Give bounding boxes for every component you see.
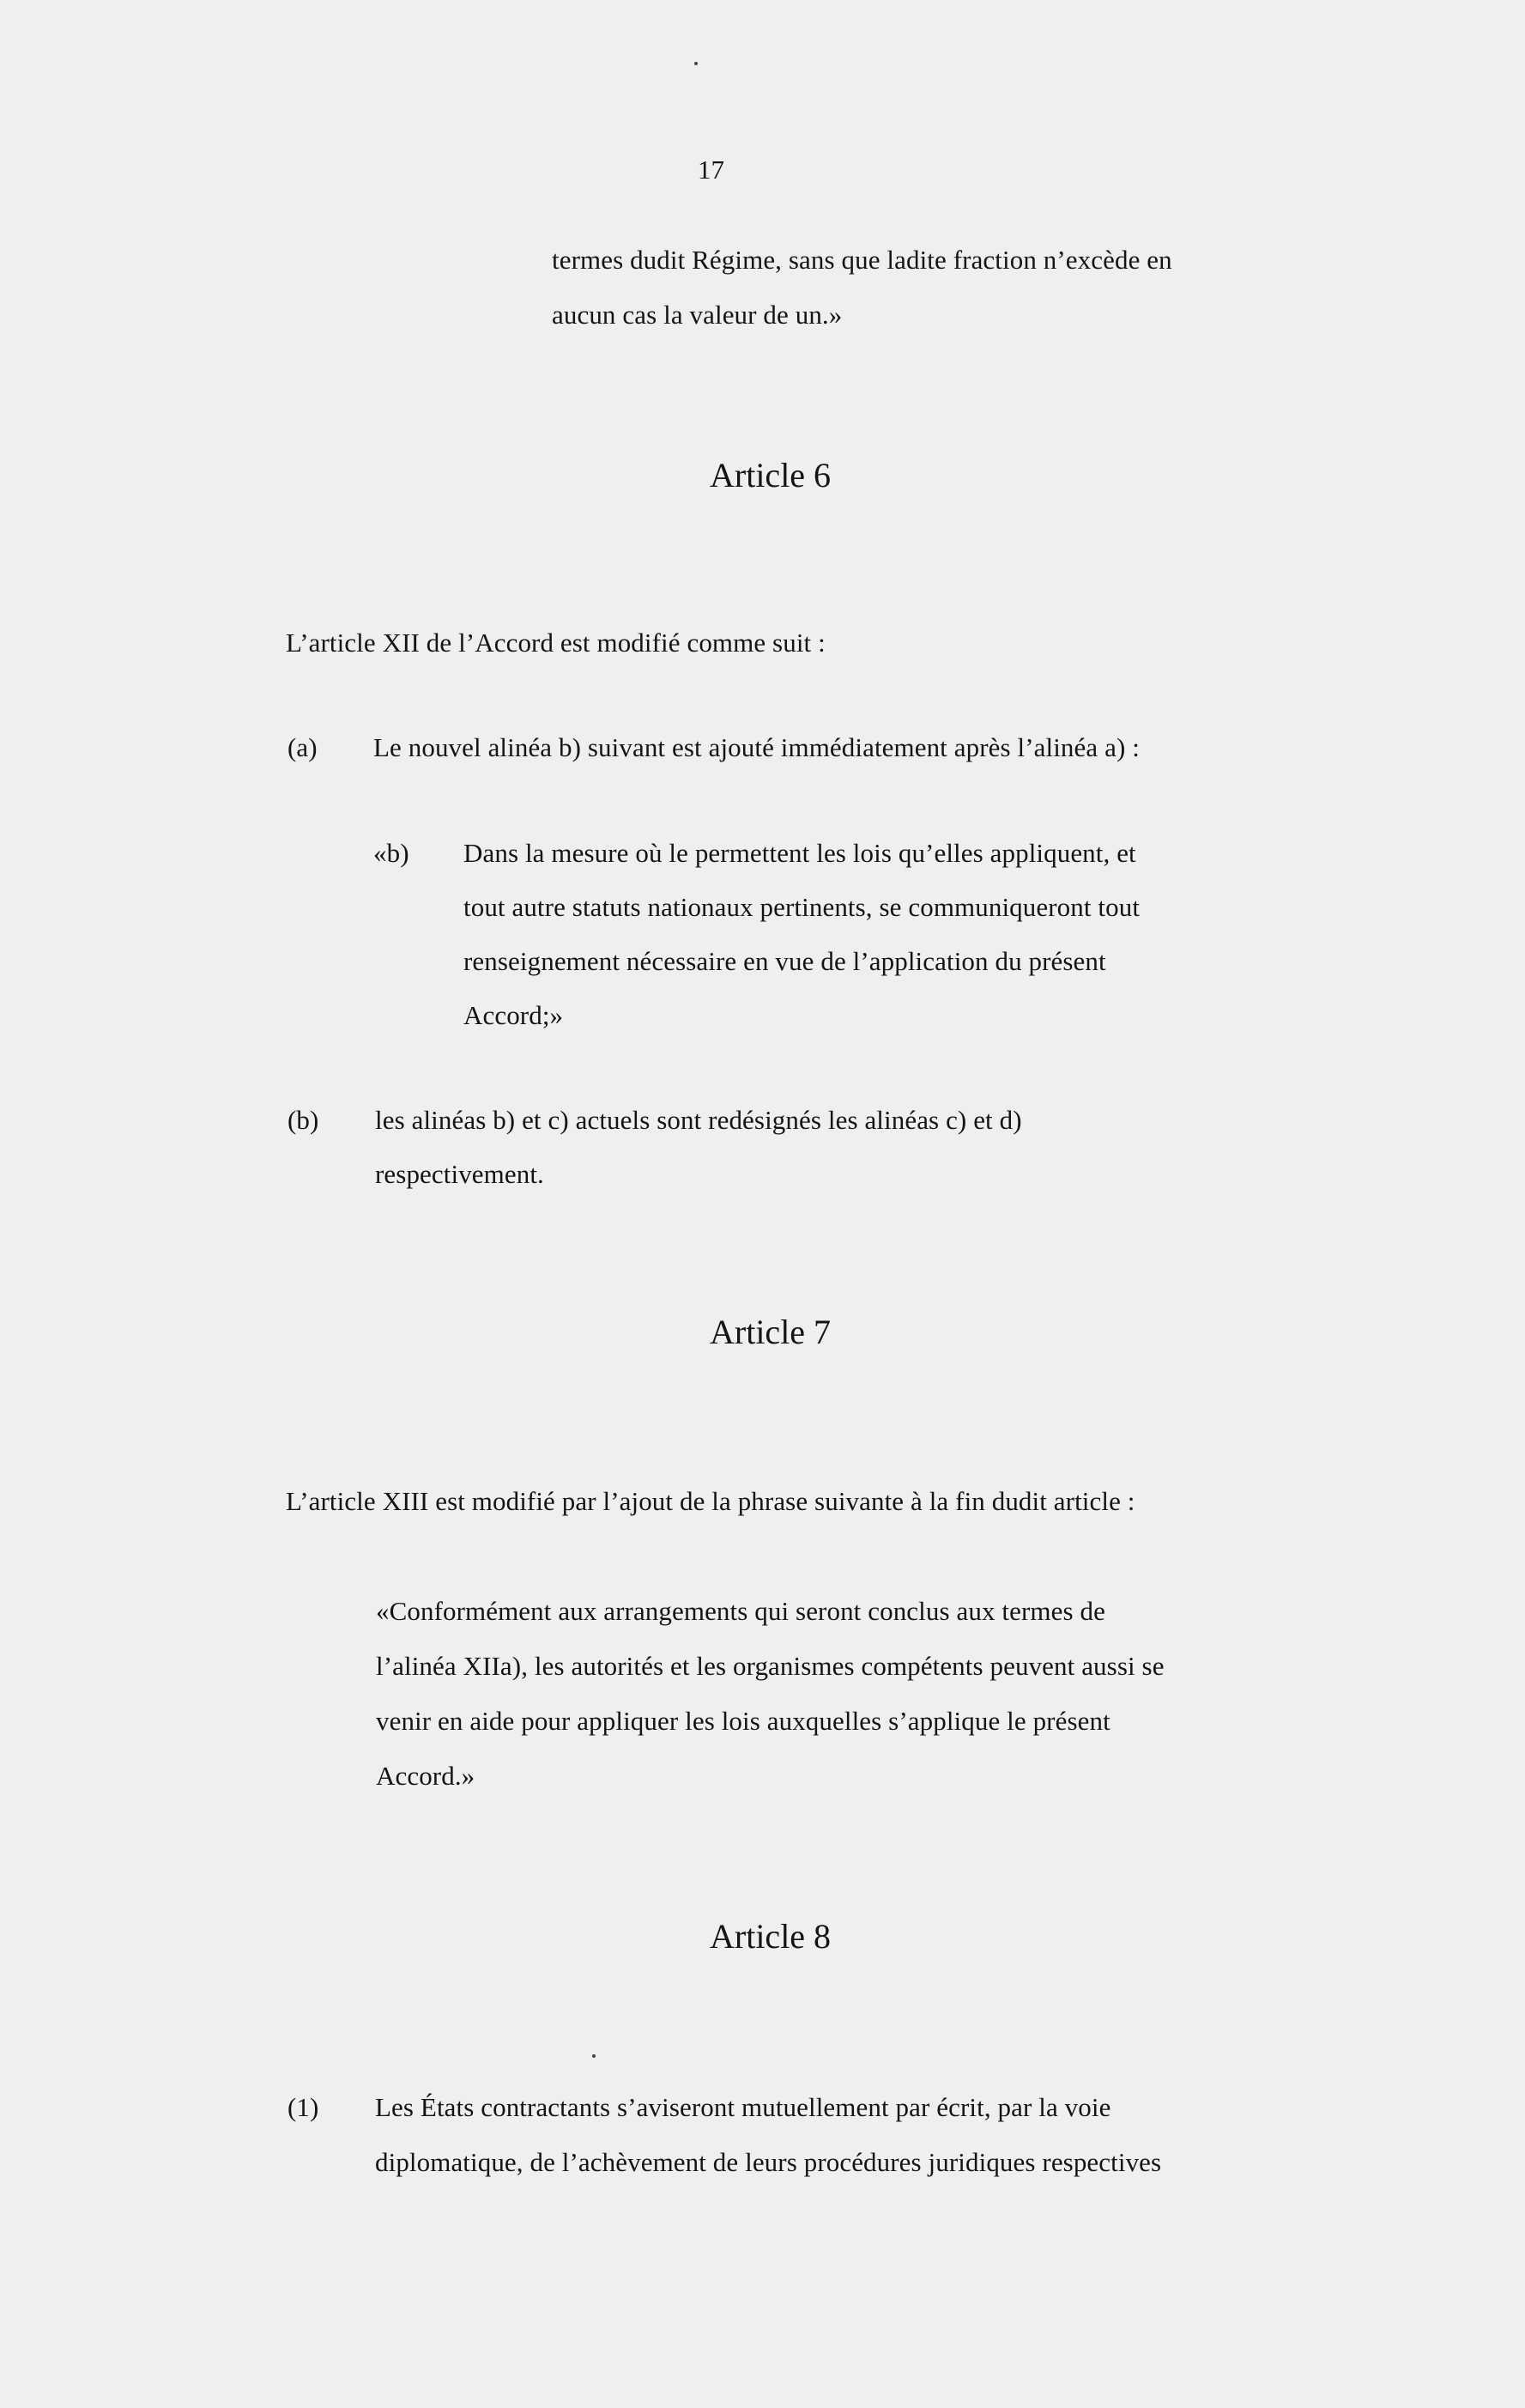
quote-b-line-4: Accord;» xyxy=(463,1000,564,1030)
article-8-heading: Article 8 xyxy=(710,1917,832,1956)
quote-b-line-1: Dans la mesure où le permettent les lois qu’elles appliquent, et xyxy=(463,838,1136,868)
article-6-item-a-text: Le nouvel alinéa b) suivant est ajouté immédiatement après l’alinéa a) : xyxy=(373,732,1140,762)
article-7-heading: Article 7 xyxy=(710,1313,832,1351)
quote-b-line-3: renseignement nécessaire en vue de l’application du présent xyxy=(463,946,1106,976)
article-6-intro: L’article XII de l’Accord est modifié comme suit : xyxy=(286,628,826,658)
article-6-item-b-line-1: les alinéas b) et c) actuels sont redésignés les alinéas c) et d) xyxy=(375,1105,1022,1135)
scan-speck xyxy=(592,2054,596,2058)
scan-speck xyxy=(694,62,698,65)
article-7-quote-line-4: Accord.» xyxy=(376,1761,475,1791)
page-number: 17 xyxy=(698,155,724,185)
continuation-line-1: termes dudit Régime, sans que ladite fraction n’excède en xyxy=(552,245,1172,275)
article-7-intro: L’article XIII est modifié par l’ajout de la phrase suivante à la fin dudit article : xyxy=(286,1486,1135,1516)
article-6-item-b-line-2: respectivement. xyxy=(375,1159,544,1189)
article-8-item-1-label: (1) xyxy=(287,2092,319,2122)
article-6-heading: Article 6 xyxy=(710,456,832,494)
article-7-quote-line-3: venir en aide pour appliquer les lois auxquelles s’applique le présent xyxy=(376,1706,1110,1736)
quote-b-line-2: tout autre statuts nationaux pertinents, se communiqueront tout xyxy=(463,892,1141,922)
article-6-item-b-label: (b) xyxy=(287,1105,319,1135)
article-8-item-1-line-1: Les États contractants s’aviseront mutuellement par écrit, par la voie xyxy=(375,2092,1111,2122)
article-8-item-1-line-2: diplomatique, de l’achèvement de leurs procédures juridiques respectives xyxy=(375,2147,1162,2177)
continuation-line-2: aucun cas la valeur de un.» xyxy=(552,300,843,330)
quote-b-label: «b) xyxy=(373,838,409,868)
article-6-item-a-label: (a) xyxy=(287,732,318,762)
article-7-quote-line-1: «Conformément aux arrangements qui seront conclus aux termes de xyxy=(376,1596,1105,1626)
article-7-quote-line-2: l’alinéa XIIa), les autorités et les organismes compétents peuvent aussi se xyxy=(376,1651,1165,1681)
